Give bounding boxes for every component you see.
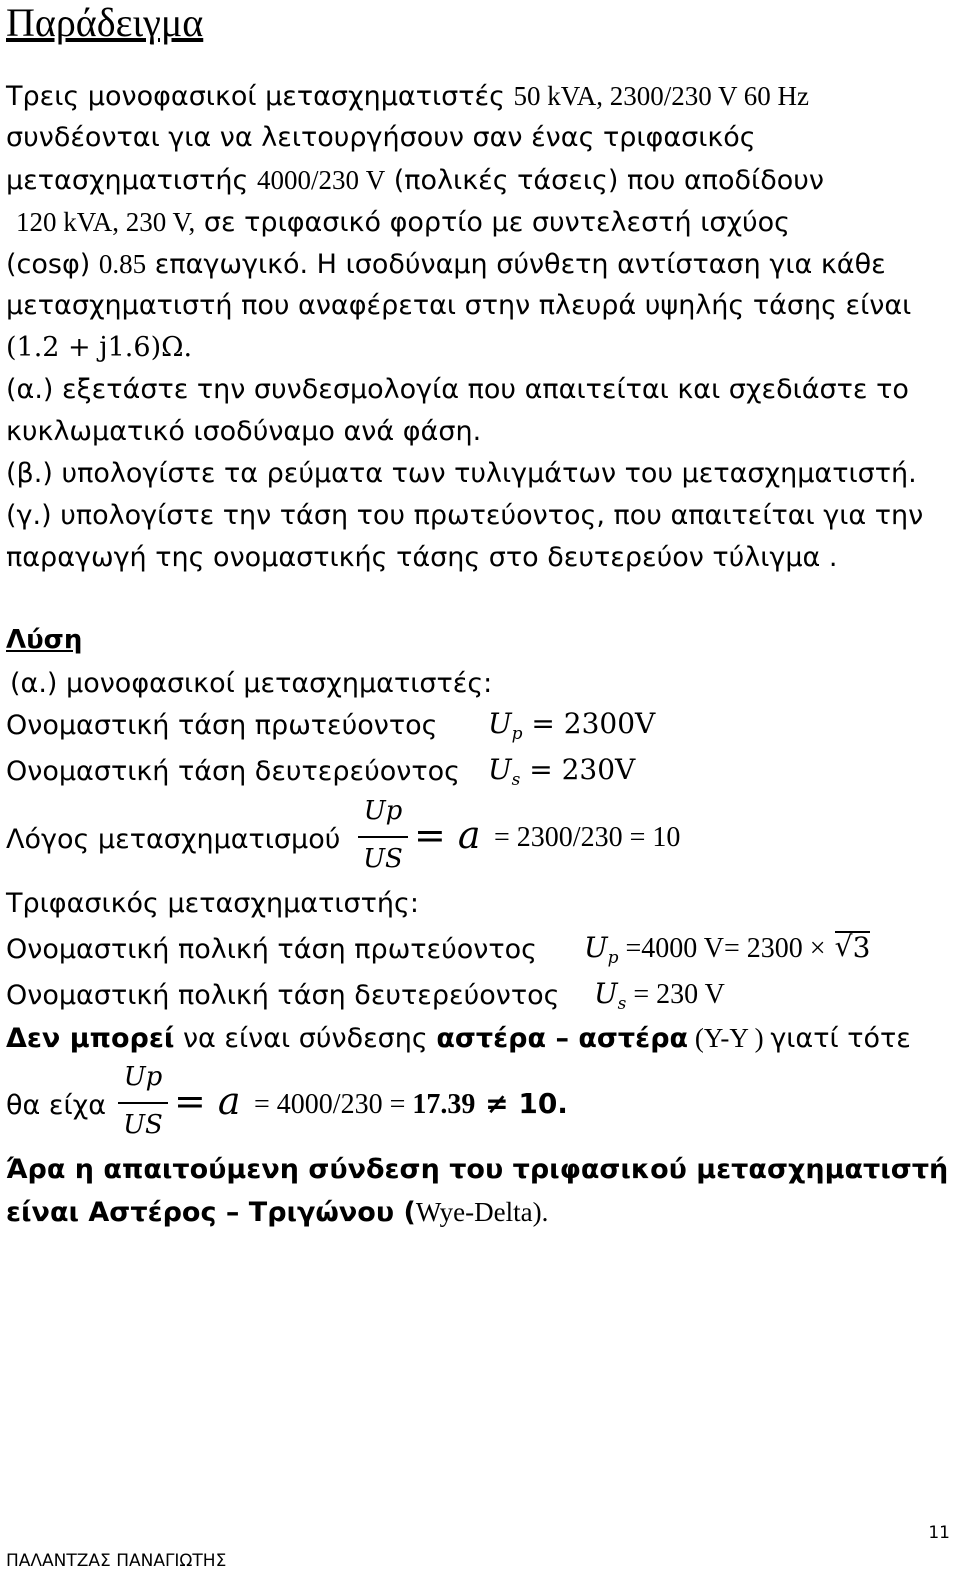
question-a-line-1: (α.) εξετάστε την συνδεσμολογία που απαιτείται και σχεδιάστε το (6, 374, 909, 405)
question-a-line-2: κυκλωματικό ισοδύναμο ανά φάση. (6, 416, 482, 447)
solution-heading: Λύση (6, 625, 83, 655)
question-b: (β.) υπολογίστε τα ρεύματα των τυλιγμάτων του μετασχηματιστή. (6, 458, 917, 489)
ratio-value: = 2300/230 = 10 (494, 822, 681, 853)
question-c-line-2: παραγωγή της ονομαστικής τάσης στο δευτερεύον τύλιγμα . (6, 542, 838, 573)
ratio-fraction-2: Up US (118, 1062, 168, 1152)
fraction-bar (358, 836, 408, 838)
fraction-numerator: Up (363, 796, 403, 826)
equals-a-2: = a (174, 1079, 241, 1123)
conclusion-line-1: Άρα η απαιτούμενη σύνδεση του τριφασικού μετασχηματιστή (6, 1154, 949, 1185)
line-secondary-equation: $U_s = 230$ V (594, 977, 725, 1014)
equals-a: = a (414, 813, 481, 857)
conclusion-line-2: είναι Αστέρος – Τριγώνου (Wye-Delta). (6, 1197, 549, 1228)
would-have-label: θα είχα (6, 1090, 107, 1121)
question-c-line-1: (γ.) υπολογίστε την τάση του πρωτεύοντος, που απαιτείται για την (6, 500, 924, 531)
problem-line-1: Τρεις μονοφασικοί μετασχηματιστές 50 kVA, 2300/230 V 60 Hz (6, 81, 810, 112)
page-number: 11 (928, 1523, 950, 1543)
problem-line-6: μετασχηματιστή που αναφέρεται στην πλευρά υψηλής τάσης είναι (6, 290, 912, 321)
impedance-value: (1.2 + j1.6)Ω. (6, 332, 193, 363)
single-phase-heading: (α.) μονοφασικοί μετασχηματιστές: (10, 668, 493, 699)
ratio-fraction (358, 796, 408, 886)
three-phase-heading: Τριφασικός μετασχηματιστής: (6, 888, 419, 919)
ratio-label: Λόγος μετασχηματισμού (6, 824, 341, 855)
page-title: Παράδειγμα (6, 0, 204, 45)
would-have-value: = 4000/230 = 17.39 ≠ 10. (254, 1087, 568, 1120)
sqrt-three: √ 3 (834, 930, 871, 964)
footer-author: ΠΑΛΑΝΤΖΑΣ ΠΑΝΑΓΙΩΤΗΣ (6, 1551, 227, 1571)
primary-voltage-label: Ονομαστική τάση πρωτεύοντος (6, 710, 438, 741)
fraction-denominator: US (363, 844, 403, 874)
line-secondary-label: Ονομαστική πολική τάση δευτερεύοντος (6, 980, 560, 1011)
secondary-voltage-label: Ονομαστική τάση δευτερεύοντος (6, 756, 460, 787)
cannot-be-line: Δεν μπορεί να είναι σύνδεσης αστέρα – αστέρα (Y-Y ) γιατί τότε (6, 1023, 911, 1054)
problem-line-5: (cosφ) 0.85 επαγωγικό. Η ισοδύναμη σύνθετη αντίσταση για κάθε (6, 249, 886, 280)
line-primary-equation: $U_p =4000$ V= 2300 × √ 3 (584, 930, 871, 968)
problem-line-2: συνδέονται για να λειτουργήσουν σαν ένας τριφασικός (6, 122, 756, 153)
problem-line-4: 120 kVA, 230 V, σε τριφασικό φορτίο με συντελεστή ισχύος (16, 207, 791, 238)
line-primary-label: Ονομαστική πολική τάση πρωτεύοντος (6, 934, 537, 965)
primary-voltage-equation: $U_p = 2300V$ (488, 707, 656, 744)
problem-line-3: μετασχηματιστής 4000/230 V (πολικές τάσεις) που αποδίδουν (6, 165, 824, 196)
secondary-voltage-equation: $U_s = 230V$ (488, 753, 636, 790)
